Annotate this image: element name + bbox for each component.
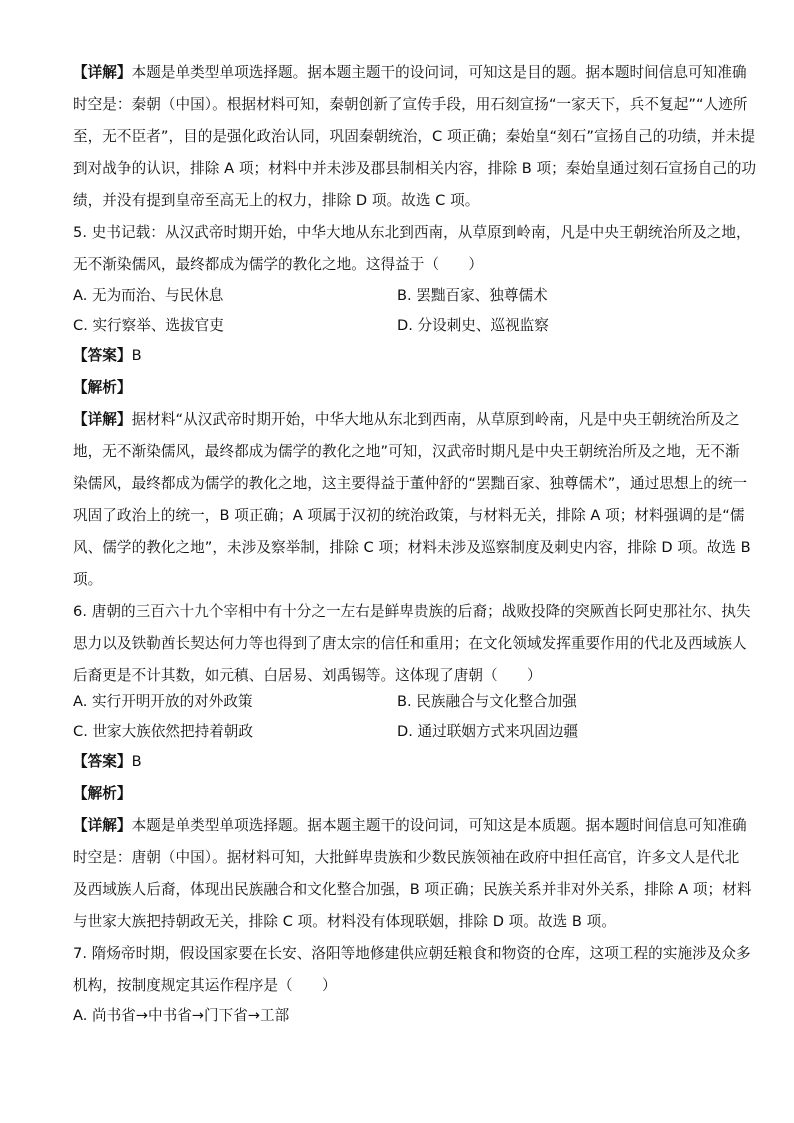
q4-explain-line: 至，无不臣者”，目的是强化政治认同，巩固秦朝统治，C 项正确；秦始皇“刻石”宣扬自己的功绩，并未提 bbox=[73, 128, 756, 145]
q5-explain-line: 地，无不渐染儒风，最终都成为儒学的教化之地”可知，汉武帝时期凡是中央王朝统治所及之地，无不渐 bbox=[73, 443, 740, 460]
q6-explain-text: 本题是单类型单项选择题。据本题主题干的设问词，可知这是本质题。据本题时间信息可知准确 bbox=[131, 817, 747, 834]
q7-stem-line: 7. 隋炀帝时期，假设国家要在长安、洛阳等地修建供应朝廷粮食和物资的仓库，这项工程的实施涉及众多 bbox=[73, 945, 751, 962]
q4-explain-line: 绩，并没有提到皇帝至高无上的权力，排除 D 项。故选 C 项。 bbox=[73, 192, 480, 209]
q5-option-d: D. 分设刺史、巡视监察 bbox=[397, 317, 549, 334]
q6-stem-line: 后裔更是不计其数，如元稹、白居易、刘禹锡等。这体现了唐朝（ ） bbox=[73, 667, 542, 684]
answer-tag: 【答案】 bbox=[73, 347, 132, 364]
answer-tag: 【答案】 bbox=[73, 753, 132, 770]
q5-answer bbox=[73, 346, 733, 366]
q6-option-c: C. 世家大族依然把持着朝政 bbox=[73, 723, 254, 740]
q5-stem-line: 无不渐染儒风，最终都成为儒学的教化之地。这得益于（ ） bbox=[73, 256, 484, 273]
answer-value: B bbox=[131, 753, 142, 770]
q4-explain-line: 时空是：秦朝（中国）。根据材料可知，秦朝创新了宣传手段，用石刻宣扬“一家天下，兵不复起”“人迹所 bbox=[73, 96, 748, 113]
answer-value: B bbox=[131, 347, 142, 364]
q5-explain-line bbox=[73, 410, 740, 430]
q6-explain-line bbox=[73, 816, 747, 836]
q5-option-c: C. 实行察举、选拔官吏 bbox=[73, 317, 224, 334]
q6-stem-line: 思力以及铁勒酋长契达何力等也得到了唐太宗的信任和重用；在文化领域发挥重要作用的代北及西域族人 bbox=[73, 635, 747, 652]
q6-answer bbox=[73, 752, 733, 772]
q5-analysis-tag: 【解析】 bbox=[73, 379, 132, 396]
q4-explain-text: 本题是单类型单项选择题。据本题主题干的设问词，可知这是目的题。据本题时间信息可知准确 bbox=[131, 64, 747, 81]
q5-stem-line: 5. 史书记载：从汉武帝时期开始，中华大地从东北到西南，从草原到岭南，凡是中央王朝统治所及之地， bbox=[73, 224, 751, 241]
explain-tag: 【详解】 bbox=[73, 817, 132, 834]
q6-option-a: A. 实行开明开放的对外政策 bbox=[73, 693, 253, 710]
q5-explain-text: 据材料“从汉武帝时期开始，中华大地从东北到西南，从草原到岭南，凡是中央王朝统治所及之 bbox=[131, 411, 740, 428]
q4-explain-line: 到对战争的认识，排除 A 项；材料中并未涉及郡县制相关内容，排除 B 项；秦始皇通过刻石宣扬自己的功 bbox=[73, 160, 757, 177]
q6-explain-line: 与世家大族把持朝政无关，排除 C 项。材料没有体现联姻，排除 D 项。故选 B 项。 bbox=[73, 913, 616, 930]
q6-option-d: D. 通过联姻方式来巩固边疆 bbox=[397, 723, 579, 740]
q6-explain-line: 及西域族人后裔，体现出民族融合和文化整合加强，B 项正确；民族关系并非对外关系，排除 A 项；材料 bbox=[73, 881, 752, 898]
explain-tag: 【详解】 bbox=[73, 411, 132, 428]
q7-stem-line: 机构，按制度规定其运作程序是（ ） bbox=[73, 977, 337, 994]
q5-explain-line: 项。 bbox=[73, 571, 103, 588]
q6-explain-line: 时空是：唐朝（中国）。据材料可知，大批鲜卑贵族和少数民族领袖在政府中担任高官，许多文人是代北 bbox=[73, 849, 740, 866]
explain-tag: 【详解】 bbox=[73, 64, 132, 81]
q4-explain-line bbox=[73, 63, 747, 83]
q5-explain-line: 巩固了政治上的统一，B 项正确；A 项属于汉初的统治政策，与材料无关，排除 A 项；材料强调的是“儒 bbox=[73, 507, 745, 524]
q6-stem-line: 6. 唐朝的三百六十九个宰相中有十分之一左右是鲜卑贵族的后裔；战败投降的突厥酋长阿史那社尔、执失 bbox=[73, 603, 751, 620]
q5-explain-line: 染儒风，最终都成为儒学的教化之地，这主要得益于董仲舒的“罢黜百家、独尊儒术”，通过思想上的统一 bbox=[73, 475, 748, 492]
q5-option-b: B. 罢黜百家、独尊儒术 bbox=[397, 287, 548, 304]
q5-explain-line: 风、儒学的教化之地”，未涉及察举制，排除 C 项；材料未涉及巡察制度及刺史内容，排除 D 项。故选 B bbox=[73, 539, 751, 556]
q7-option-a: A. 尚书省→中书省→门下省→工部 bbox=[73, 1007, 290, 1024]
q6-analysis-tag: 【解析】 bbox=[73, 785, 132, 802]
q6-option-b: B. 民族融合与文化整合加强 bbox=[397, 693, 577, 710]
q5-option-a: A. 无为而治、与民休息 bbox=[73, 287, 224, 304]
